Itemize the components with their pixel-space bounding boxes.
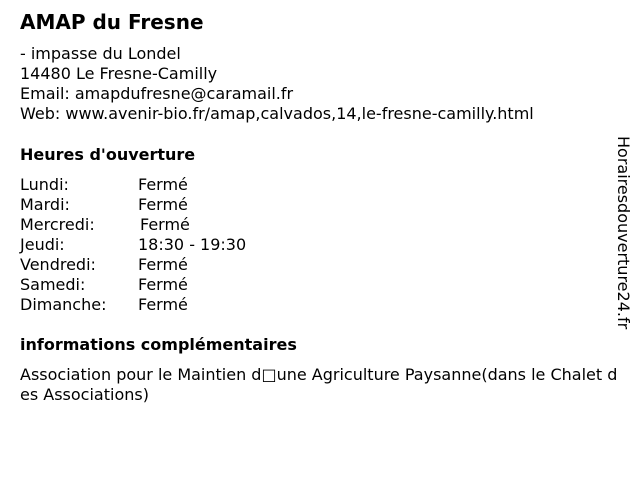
address-email: Email: amapdufresne@caramail.fr	[20, 84, 294, 103]
hours-day: Samedi:	[20, 275, 86, 294]
hours-row-tuesday	[20, 195, 246, 215]
hours-day: Vendredi:	[20, 255, 96, 274]
hours-row-thursday	[20, 235, 246, 255]
hours-row-sunday	[20, 295, 246, 315]
hours-day: Mardi:	[20, 195, 70, 214]
info-heading: informations complémentaires	[20, 335, 297, 354]
hours-time: Fermé	[138, 195, 188, 214]
hours-row-saturday	[20, 275, 246, 295]
hours-time: Fermé	[138, 275, 188, 294]
hours-time: 18:30 - 19:30	[138, 235, 247, 254]
hours-day: Jeudi:	[20, 235, 65, 254]
hours-time: Fermé	[138, 255, 188, 274]
hours-time: Fermé	[138, 175, 188, 194]
address-street: - impasse du Londel	[20, 44, 181, 63]
hours-table	[20, 175, 246, 315]
site-watermark: Horairesdouverture24.fr	[614, 136, 633, 330]
address-web: Web: www.avenir-bio.fr/amap,calvados,14,le-fresne-camilly.html	[20, 104, 534, 123]
hours-row-monday	[20, 175, 246, 195]
hours-day: Mercredi:	[20, 215, 95, 234]
hours-heading: Heures d'ouverture	[20, 145, 196, 164]
hours-day: Dimanche:	[20, 295, 107, 314]
hours-time: Fermé	[140, 215, 190, 234]
address-city: 14480 Le Fresne-Camilly	[20, 64, 218, 83]
info-text: Association pour le Maintien d□une Agriculture Paysanne(dans le Chalet des Associations)	[20, 365, 618, 404]
hours-time: Fermé	[138, 295, 188, 314]
hours-day: Lundi:	[20, 175, 69, 194]
page-title: AMAP du Fresne	[20, 10, 204, 34]
hours-row-friday	[20, 255, 246, 275]
hours-row-wednesday	[20, 215, 246, 235]
address-block	[20, 44, 534, 124]
